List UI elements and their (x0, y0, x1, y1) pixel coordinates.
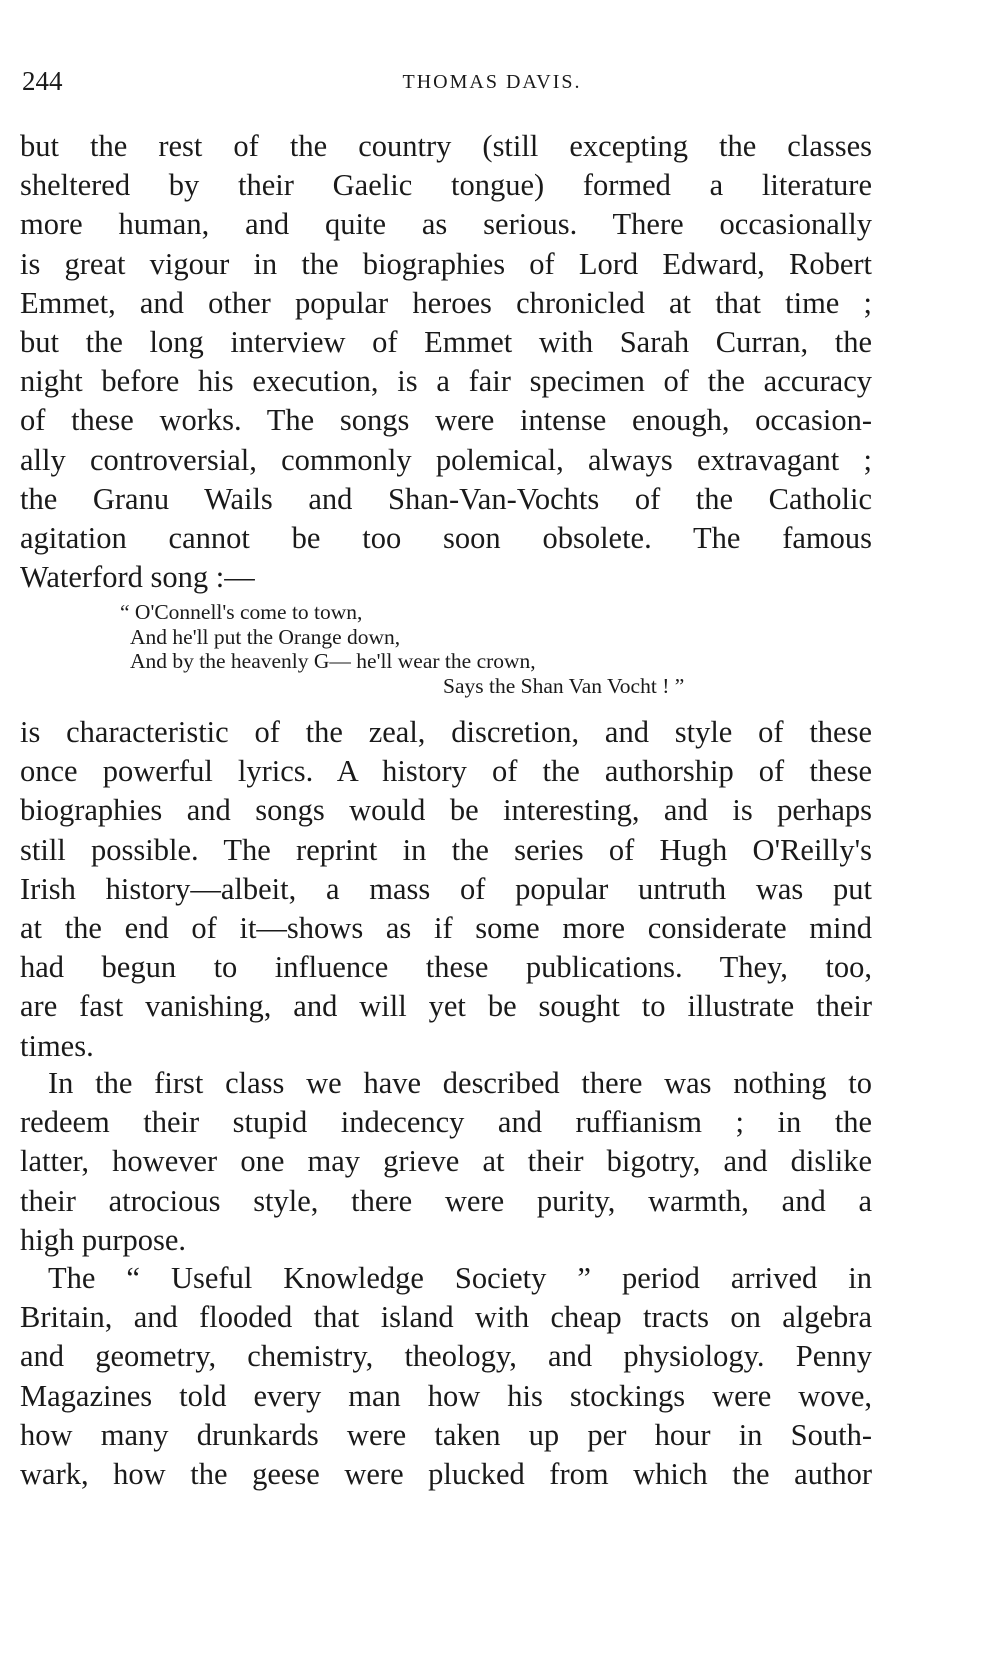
verse-line: Says the Shan Van Vocht ! ” (443, 673, 685, 698)
text-line: biographies and songs would be interesting, and is perhaps (20, 793, 872, 828)
text-line: The “ Useful Knowledge Society ” period arrived in (48, 1261, 872, 1295)
running-head (22, 66, 932, 100)
running-title: THOMAS DAVIS. (402, 71, 582, 93)
text-line: but the long interview of Emmet with Sarah Curran, the (20, 324, 872, 359)
text-line: is characteristic of the zeal, discretion, and style of these (20, 715, 872, 749)
text-line: once powerful lyrics. A history of the authorship of these (20, 754, 872, 789)
text-line: how many drunkards were taken up per hour in South- (20, 1417, 872, 1452)
text-line: night before his execution, is a fair specimen of the accuracy (20, 364, 872, 399)
text-line: of these works. The songs were intense enough, occasion- (20, 403, 872, 438)
text-line: more human, and quite as serious. There occasionally (20, 207, 872, 242)
text-line: latter, however one may grieve at their bigotry, and dislike (20, 1144, 872, 1179)
text-line: Magazines told every man how his stockings were wove, (20, 1378, 872, 1413)
text-line: still possible. The reprint in the series of Hugh O'Reilly's (20, 832, 872, 867)
verse-line: “ O'Connell's come to town, (120, 600, 363, 624)
paragraph-3 (20, 1064, 872, 1260)
page-number: 244 (22, 66, 63, 96)
verse-line: And by the heavenly G— he'll wear the crown, (130, 649, 536, 673)
verse-quotation (120, 600, 840, 698)
text-line: redeem their stupid indecency and ruffianism ; in the (20, 1105, 872, 1140)
paragraph-4 (20, 1259, 872, 1494)
text-line: sheltered by their Gaelic tongue) formed a literature (20, 168, 872, 203)
text-line: and geometry, chemistry, theology, and physiology. Penny (20, 1339, 872, 1374)
text-line: Waterford song :— (20, 560, 255, 595)
text-line: high purpose. (20, 1222, 187, 1257)
text-line: the Granu Wails and Shan-Van-Vochts of the Catholic (20, 481, 872, 516)
text-line: agitation cannot be too soon obsolete. The famous (20, 520, 872, 555)
text-line: Britain, and flooded that island with cheap tracts on algebra (20, 1300, 872, 1335)
text-line: ally controversial, commonly polemical, always extravagant ; (20, 442, 872, 477)
text-line: is great vigour in the biographies of Lord Edward, Robert (20, 246, 872, 281)
text-line: but the rest of the country (still excepting the classes (20, 129, 872, 163)
text-line: had begun to influence these publications. They, too, (20, 950, 872, 985)
text-line: wark, how the geese were plucked from which the author (20, 1456, 872, 1491)
text-line: their atrocious style, there were purity, warmth, and a (20, 1183, 872, 1218)
text-line: are fast vanishing, and will yet be sought to illustrate their (20, 989, 872, 1024)
paragraph-2 (20, 713, 872, 1066)
text-line: In the first class we have described there was nothing to (48, 1066, 872, 1100)
text-line: at the end of it—shows as if some more considerate mind (20, 910, 872, 945)
paragraph-1 (20, 127, 872, 597)
text-line: Irish history—albeit, a mass of popular untruth was put (20, 871, 872, 906)
text-line: times. (20, 1028, 94, 1063)
text-line: Emmet, and other popular heroes chronicled at that time ; (20, 285, 872, 320)
verse-line: And he'll put the Orange down, (130, 624, 401, 649)
